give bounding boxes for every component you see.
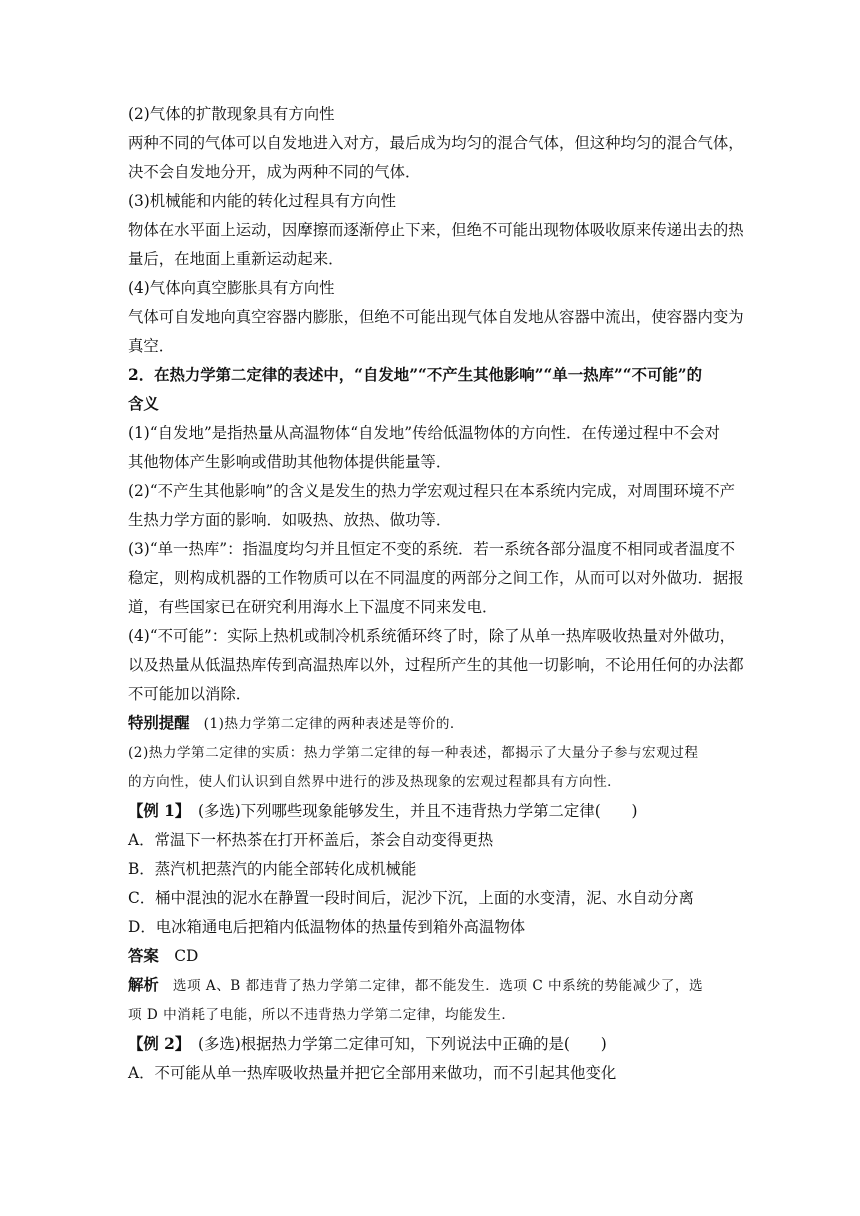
text-line xyxy=(128,390,738,419)
line-text: (2)气体的扩散现象具有方向性 xyxy=(128,105,335,123)
text-line xyxy=(128,680,738,709)
text-line xyxy=(128,158,738,187)
line-text: (3)机械能和内能的转化过程具有方向性 xyxy=(128,192,397,210)
line-text: A．常温下一杯热茶在打开杯盖后，茶会自动变得更热 xyxy=(128,831,494,849)
text-line xyxy=(128,971,738,1001)
text-line xyxy=(128,1030,738,1059)
line-text: 其他物体产生影响或借助其他物体提供能量等． xyxy=(128,453,452,471)
text-line xyxy=(128,622,738,651)
line-text: 以及热量从低温热库传到高温热库以外，过程所产生的其他一切影响，不论用任何的办法都 xyxy=(128,656,744,674)
text-line xyxy=(128,709,738,739)
text-line xyxy=(128,855,738,884)
line-text: 量后，在地面上重新运动起来． xyxy=(128,250,344,268)
text-line xyxy=(128,651,744,680)
line-text: C．桶中混浊的泥水在静置一段时间后，泥沙下沉，上面的水变清，泥、水自动分离 xyxy=(128,889,694,907)
line-text: (1)热力学第二定律的两种表述是等价的． xyxy=(189,716,465,732)
line-text: (2)“不产生其他影响”的含义是发生的热力学宏观过程只在本系统内完成，对周围环境不产 xyxy=(128,482,735,500)
text-line xyxy=(128,448,738,477)
line-label: 【例 2】 xyxy=(128,1035,183,1053)
document-page xyxy=(128,100,744,1088)
line-text: (多选)根据热力学第二定律可知，下列说法中正确的是( ) xyxy=(182,1035,607,1053)
line-text: 稳定，则构成机器的工作物质可以在不同温度的两部分之间工作，从而可以对外做功．据报 xyxy=(128,569,744,587)
text-line xyxy=(128,913,738,942)
text-line xyxy=(128,361,738,390)
line-text: 含义 xyxy=(128,395,159,413)
text-line xyxy=(128,942,738,971)
line-label: 解析 xyxy=(128,976,159,994)
text-line xyxy=(128,564,744,593)
text-line xyxy=(128,477,738,506)
line-text: (4)气体向真空膨胀具有方向性 xyxy=(128,279,335,297)
line-text: 的方向性，使人们认识到自然界中进行的涉及热现象的宏观过程都具有方向性． xyxy=(128,774,622,790)
line-text: 不可能加以消除． xyxy=(128,685,252,703)
text-line xyxy=(128,332,738,361)
line-text: 生热力学方面的影响．如吸热、放热、做功等． xyxy=(128,511,452,529)
text-line xyxy=(128,768,738,797)
text-line xyxy=(128,100,738,129)
text-line xyxy=(128,1001,738,1030)
line-label: 答案 xyxy=(128,947,159,965)
line-text: 选项 A、B 都违背了热力学第二定律，都不能发生．选项 C 中系统的势能减少了，选 xyxy=(158,978,704,994)
line-text: (3)“单一热库”：指温度均匀并且恒定不变的系统．若一系统各部分温度不相同或者温度不 xyxy=(128,540,735,558)
line-text: 两种不同的气体可以自发地进入对方，最后成为均匀的混合气体，但这种均匀的混合气体， xyxy=(128,134,744,152)
line-text: 气体可自发地向真空容器内膨胀，但绝不可能出现气体自发地从容器中流出，使容器内变为 xyxy=(128,308,744,326)
text-line xyxy=(128,1059,738,1088)
text-line xyxy=(128,187,738,216)
text-line xyxy=(128,216,744,245)
line-text: 真空． xyxy=(128,337,175,355)
line-text: B．蒸汽机把蒸汽的内能全部转化成机械能 xyxy=(128,860,417,878)
text-line xyxy=(128,419,738,448)
line-text: (多选)下列哪些现象能够发生，并且不违背热力学第二定律( ) xyxy=(182,802,638,820)
text-line xyxy=(128,535,738,564)
line-label: 【例 1】 xyxy=(128,802,183,820)
line-text: (1)“自发地”是指热量从高温物体“自发地”传给低温物体的方向性．在传递过程中不会对 xyxy=(128,424,720,442)
line-text: 物体在水平面上运动，因摩擦而逐渐停止下来，但绝不可能出现物体吸收原来传递出去的热 xyxy=(128,221,744,239)
text-line xyxy=(128,884,738,913)
text-line xyxy=(128,739,738,768)
line-text: (2)热力学第二定律的实质：热力学第二定律的每一种表述，都揭示了大量分子参与宏观过程 xyxy=(128,745,699,761)
line-text: 道，有些国家已在研究利用海水上下温度不同来发电． xyxy=(128,598,498,616)
text-line xyxy=(128,797,738,826)
text-line xyxy=(128,506,738,535)
text-line xyxy=(128,303,744,332)
line-text: (4)“不可能”：实际上热机或制冷机系统循环终了时，除了从单一热库吸收热量对外做功， xyxy=(128,627,735,645)
line-text: 项 D 中消耗了电能，所以不违背热力学第二定律，均能发生． xyxy=(128,1007,516,1023)
line-text: CD xyxy=(158,947,199,965)
line-label: 特别提醒 xyxy=(128,714,190,732)
text-line xyxy=(128,274,738,303)
text-line xyxy=(128,245,738,274)
text-line xyxy=(128,826,738,855)
line-text: 决不会自发地分开，成为两种不同的气体． xyxy=(128,163,421,181)
line-text: 2．在热力学第二定律的表述中，“自发地”“不产生其他影响”“单一热库”“不可能”的 xyxy=(128,366,703,384)
text-line xyxy=(128,593,738,622)
line-text: A．不可能从单一热库吸收热量并把它全部用来做功，而不引起其他变化 xyxy=(128,1064,617,1082)
text-line xyxy=(128,129,744,158)
line-text: D．电冰箱通电后把箱内低温物体的热量传到箱外高温物体 xyxy=(128,918,526,936)
